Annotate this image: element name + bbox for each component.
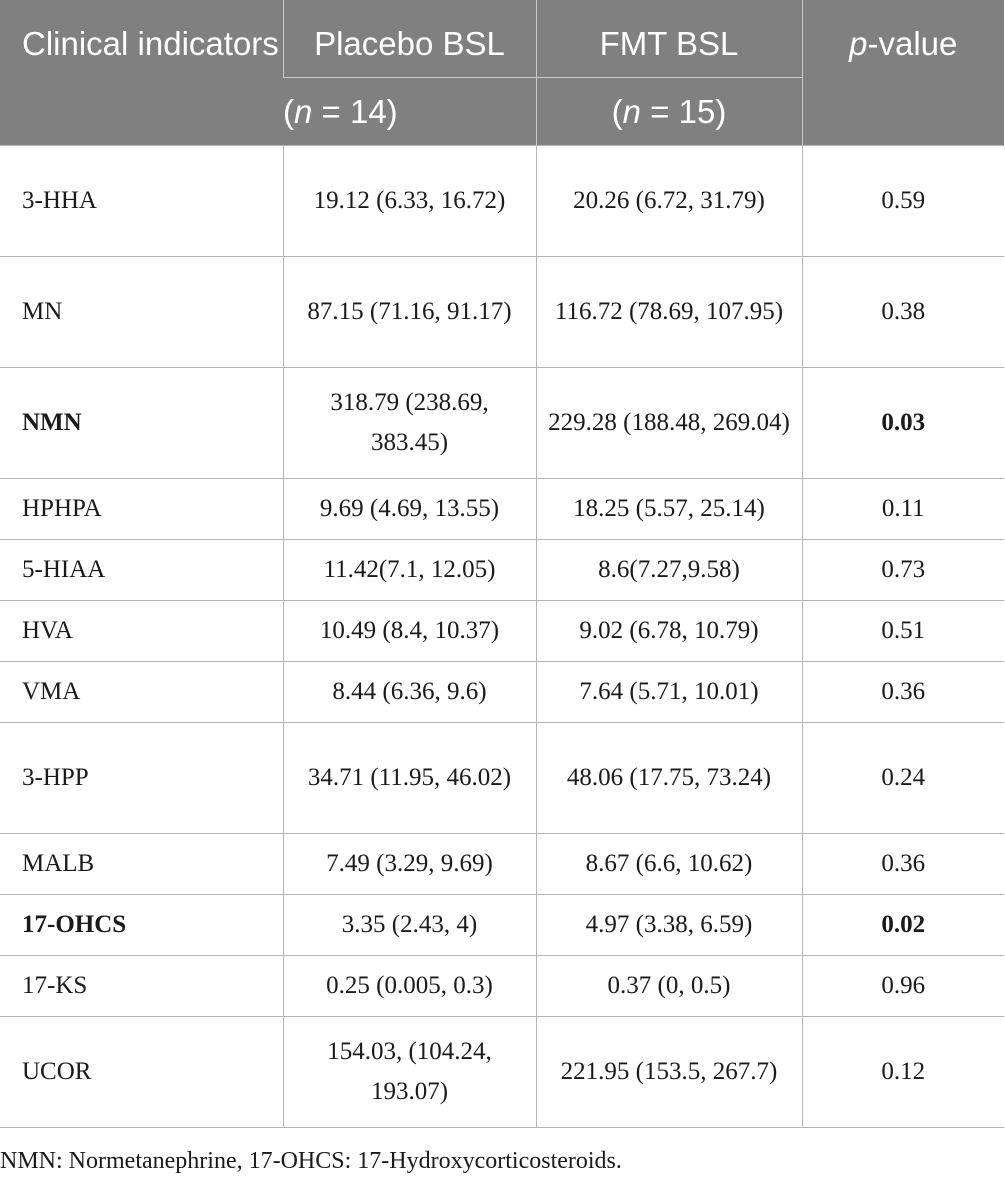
fmt-value: 229.28 (188.48, 269.04) — [536, 367, 802, 478]
row-name: UCOR — [0, 1016, 283, 1127]
row-name: MN — [0, 256, 283, 367]
placebo-value: 318.79 (238.69, 383.45) — [283, 367, 536, 478]
placebo-value: 3.35 (2.43, 4) — [283, 894, 536, 955]
fmt-value: 0.37 (0, 0.5) — [536, 955, 802, 1016]
table-row — [0, 367, 1004, 478]
p-value: 0.73 — [802, 539, 1004, 600]
placebo-value: 0.25 (0.005, 0.3) — [283, 955, 536, 1016]
placebo-value: 7.49 (3.29, 9.69) — [283, 833, 536, 894]
table-footnote: NMN: Normetanephrine, 17-OHCS: 17-Hydroxycorticosteroids. — [0, 1148, 622, 1174]
table-row — [0, 600, 1004, 661]
row-name: 5-HIAA — [0, 539, 283, 600]
table-row — [0, 1016, 1004, 1127]
row-name: 17-KS — [0, 955, 283, 1016]
fmt-value: 8.67 (6.6, 10.62) — [536, 833, 802, 894]
placebo-value: 34.71 (11.95, 46.02) — [283, 722, 536, 833]
header-clinical-indicators: Clinical indicators — [0, 0, 283, 145]
p-value: 0.96 — [802, 955, 1004, 1016]
placebo-value: 8.44 (6.36, 9.6) — [283, 661, 536, 722]
p-value: 0.59 — [802, 145, 1004, 256]
table-row — [0, 539, 1004, 600]
table-row — [0, 833, 1004, 894]
table-row — [0, 478, 1004, 539]
header-fmt-bsl: FMT BSL — [536, 0, 802, 77]
p-value: 0.12 — [802, 1016, 1004, 1127]
fmt-value: 20.26 (6.72, 31.79) — [536, 145, 802, 256]
p-value: 0.36 — [802, 833, 1004, 894]
row-name: 3-HPP — [0, 722, 283, 833]
header-p-value: p-value — [802, 0, 1004, 145]
row-name: MALB — [0, 833, 283, 894]
fmt-value: 9.02 (6.78, 10.79) — [536, 600, 802, 661]
fmt-value: 221.95 (153.5, 267.7) — [536, 1016, 802, 1127]
table-row — [0, 955, 1004, 1016]
header-placebo-bsl: Placebo BSL — [283, 0, 536, 77]
p-value: 0.11 — [802, 478, 1004, 539]
fmt-value: 7.64 (5.71, 10.01) — [536, 661, 802, 722]
header-placebo-n: (n = 14) — [283, 77, 536, 145]
table-row — [0, 145, 1004, 256]
p-value: 0.36 — [802, 661, 1004, 722]
p-value: 0.24 — [802, 722, 1004, 833]
row-name: NMN — [0, 367, 283, 478]
row-name: HPHPA — [0, 478, 283, 539]
placebo-value: 11.42(7.1, 12.05) — [283, 539, 536, 600]
fmt-value: 18.25 (5.57, 25.14) — [536, 478, 802, 539]
p-value: 0.02 — [802, 894, 1004, 955]
placebo-value: 87.15 (71.16, 91.17) — [283, 256, 536, 367]
row-name: 17-OHCS — [0, 894, 283, 955]
fmt-value: 48.06 (17.75, 73.24) — [536, 722, 802, 833]
table-row — [0, 722, 1004, 833]
p-value: 0.03 — [802, 367, 1004, 478]
fmt-value: 8.6(7.27,9.58) — [536, 539, 802, 600]
fmt-value: 4.97 (3.38, 6.59) — [536, 894, 802, 955]
row-name: 3-HHA — [0, 145, 283, 256]
fmt-value: 116.72 (78.69, 107.95) — [536, 256, 802, 367]
row-name: HVA — [0, 600, 283, 661]
placebo-value: 19.12 (6.33, 16.72) — [283, 145, 536, 256]
p-value: 0.51 — [802, 600, 1004, 661]
placebo-value: 9.69 (4.69, 13.55) — [283, 478, 536, 539]
header-fmt-n: (n = 15) — [536, 77, 802, 145]
row-name: VMA — [0, 661, 283, 722]
placebo-value: 10.49 (8.4, 10.37) — [283, 600, 536, 661]
table-row — [0, 894, 1004, 955]
p-value: 0.38 — [802, 256, 1004, 367]
placebo-value: 154.03, (104.24, 193.07) — [283, 1016, 536, 1127]
table-row — [0, 256, 1004, 367]
table-row — [0, 661, 1004, 722]
